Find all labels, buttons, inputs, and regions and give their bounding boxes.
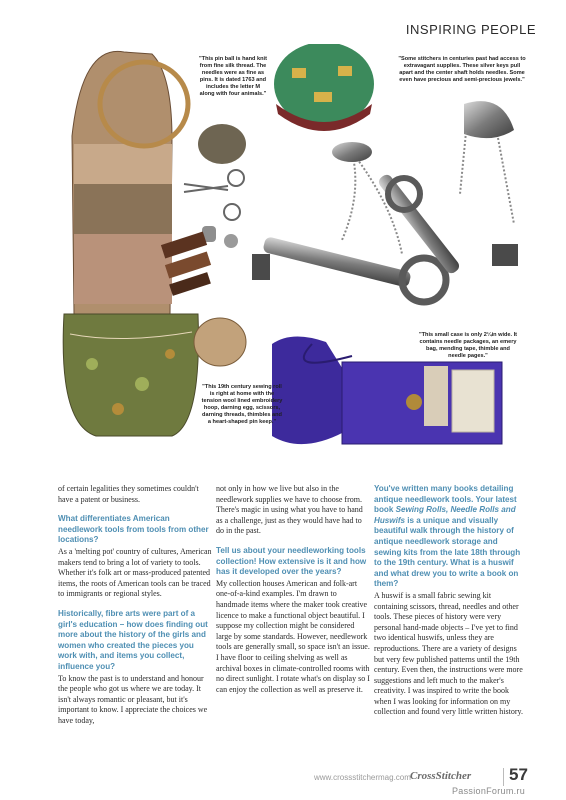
silver-keys-image xyxy=(252,101,518,302)
heart-pin-keep-image xyxy=(194,318,246,366)
paragraph: not only in how we live but also in the needlework supplies we have to choose from. There's magic in using what you have to hand as a challenge, just as they would have had to do in the past. xyxy=(216,484,363,536)
question-heading: Historically, fibre arts were part of a girl's education – how does finding out more about the history of the girls and women who created the pieces you work with, and items you collect, influence you? xyxy=(58,608,208,671)
footer-divider xyxy=(503,768,504,786)
caption-small-case: "This small case is only 2¼in wide. It contains needle packages, an emery bag, mending tape, thimble and needle pages." xyxy=(418,332,518,359)
paragraph: of certain legalities they sometimes couldn't have a patent or business. xyxy=(58,484,199,504)
question-heading: What differentiates American needlework tools from tools from other locations? xyxy=(58,514,209,545)
article-column-1 xyxy=(58,484,212,735)
caption-silver-keys: "Some stitchers in centuries past had access to extravagant supplies. These silver keys pull apart and the center shaft holds needles. Some even have precious and semi-precious jewels." xyxy=(398,56,526,83)
section-label: INSPIRING PEOPLE xyxy=(405,22,536,37)
article-column-3 xyxy=(374,484,526,727)
paragraph: To know the past is to understand and honour the people who got us where we are today. It isn't always romantic or pleasant, but it's important to know. I appreciate the choices we have today, xyxy=(58,673,208,725)
scissors-image xyxy=(184,170,244,220)
question-text: is a unique and visually beautiful walk through the history of antique needlework storage and sewing kits from the late 18th through to the 19th century. What is a huswif and what drew you to write a book on them? xyxy=(374,515,521,589)
article-column-2 xyxy=(216,484,370,704)
photo-collage xyxy=(52,44,532,462)
paragraph: As a 'melting pot' country of cultures, American makers tend to bring a lot of variety to tools. Whether it's folk art or mass-produced patented items, the roots of American tools can be traced to immigrants or regional styles. xyxy=(58,546,212,599)
paragraph: A huswif is a small fabric sewing kit containing scissors, thread, needles and other tools. These pieces of history were very personal hand-made objects – I've yet to find two identical huswifs, unless they are reproductions. There are a variety of designs but very few published patterns until the 19th century. Even then, the instructions were more suggestions and left much to the maker's creativity. I was inspired to write the book when I was looking for information on my collection and found very little written history. xyxy=(374,590,523,717)
footer-url: www.crossstitchermag.com xyxy=(314,773,411,782)
question-text: You've written many books detailing antique needlework tools. Your latest book xyxy=(374,484,517,515)
caption-pin-ball: "This pin ball is hand knit from fine silk thread. The needles were as fine as pins. It is dated 1763 and includes the letter M along with four animals." xyxy=(199,56,267,97)
pin-ball-image xyxy=(274,44,374,131)
paragraph: My collection houses American and folk-art one-of-a-kind examples. I'm drawn to handmade items where the maker took creative licence to make a functional object beautiful. I suppose my collection might be considered large by some standards. However, needlework tools are generally small, so space isn't an issue. I have floor to ceiling shelving as well as archival boxes in climate-controlled rooms with no direct sunlight. I rotate what's on display so I can enjoy the collection as well as preserve it. xyxy=(216,578,370,694)
watermark: PassionForum.ru xyxy=(452,786,526,796)
darning-egg-image xyxy=(198,124,246,164)
question-heading xyxy=(374,484,526,590)
magazine-logo: CrossStitcher xyxy=(410,770,472,782)
question-heading: Tell us about your needleworking tools collection! How extensive is it and how has it developed over the years? xyxy=(216,545,367,577)
thimble-small-image xyxy=(224,234,238,248)
book-title: Sewing Rolls, Needle Rolls and Huswifs xyxy=(374,505,516,525)
page-number: 57 xyxy=(509,765,528,784)
caption-sewing-roll: "This 19th century sewing roll is right at home with the tension wool lined embroidery hoop, darning egg, scissors, darning threads, thimbles and a heart-shaped pin keep." xyxy=(201,384,283,425)
